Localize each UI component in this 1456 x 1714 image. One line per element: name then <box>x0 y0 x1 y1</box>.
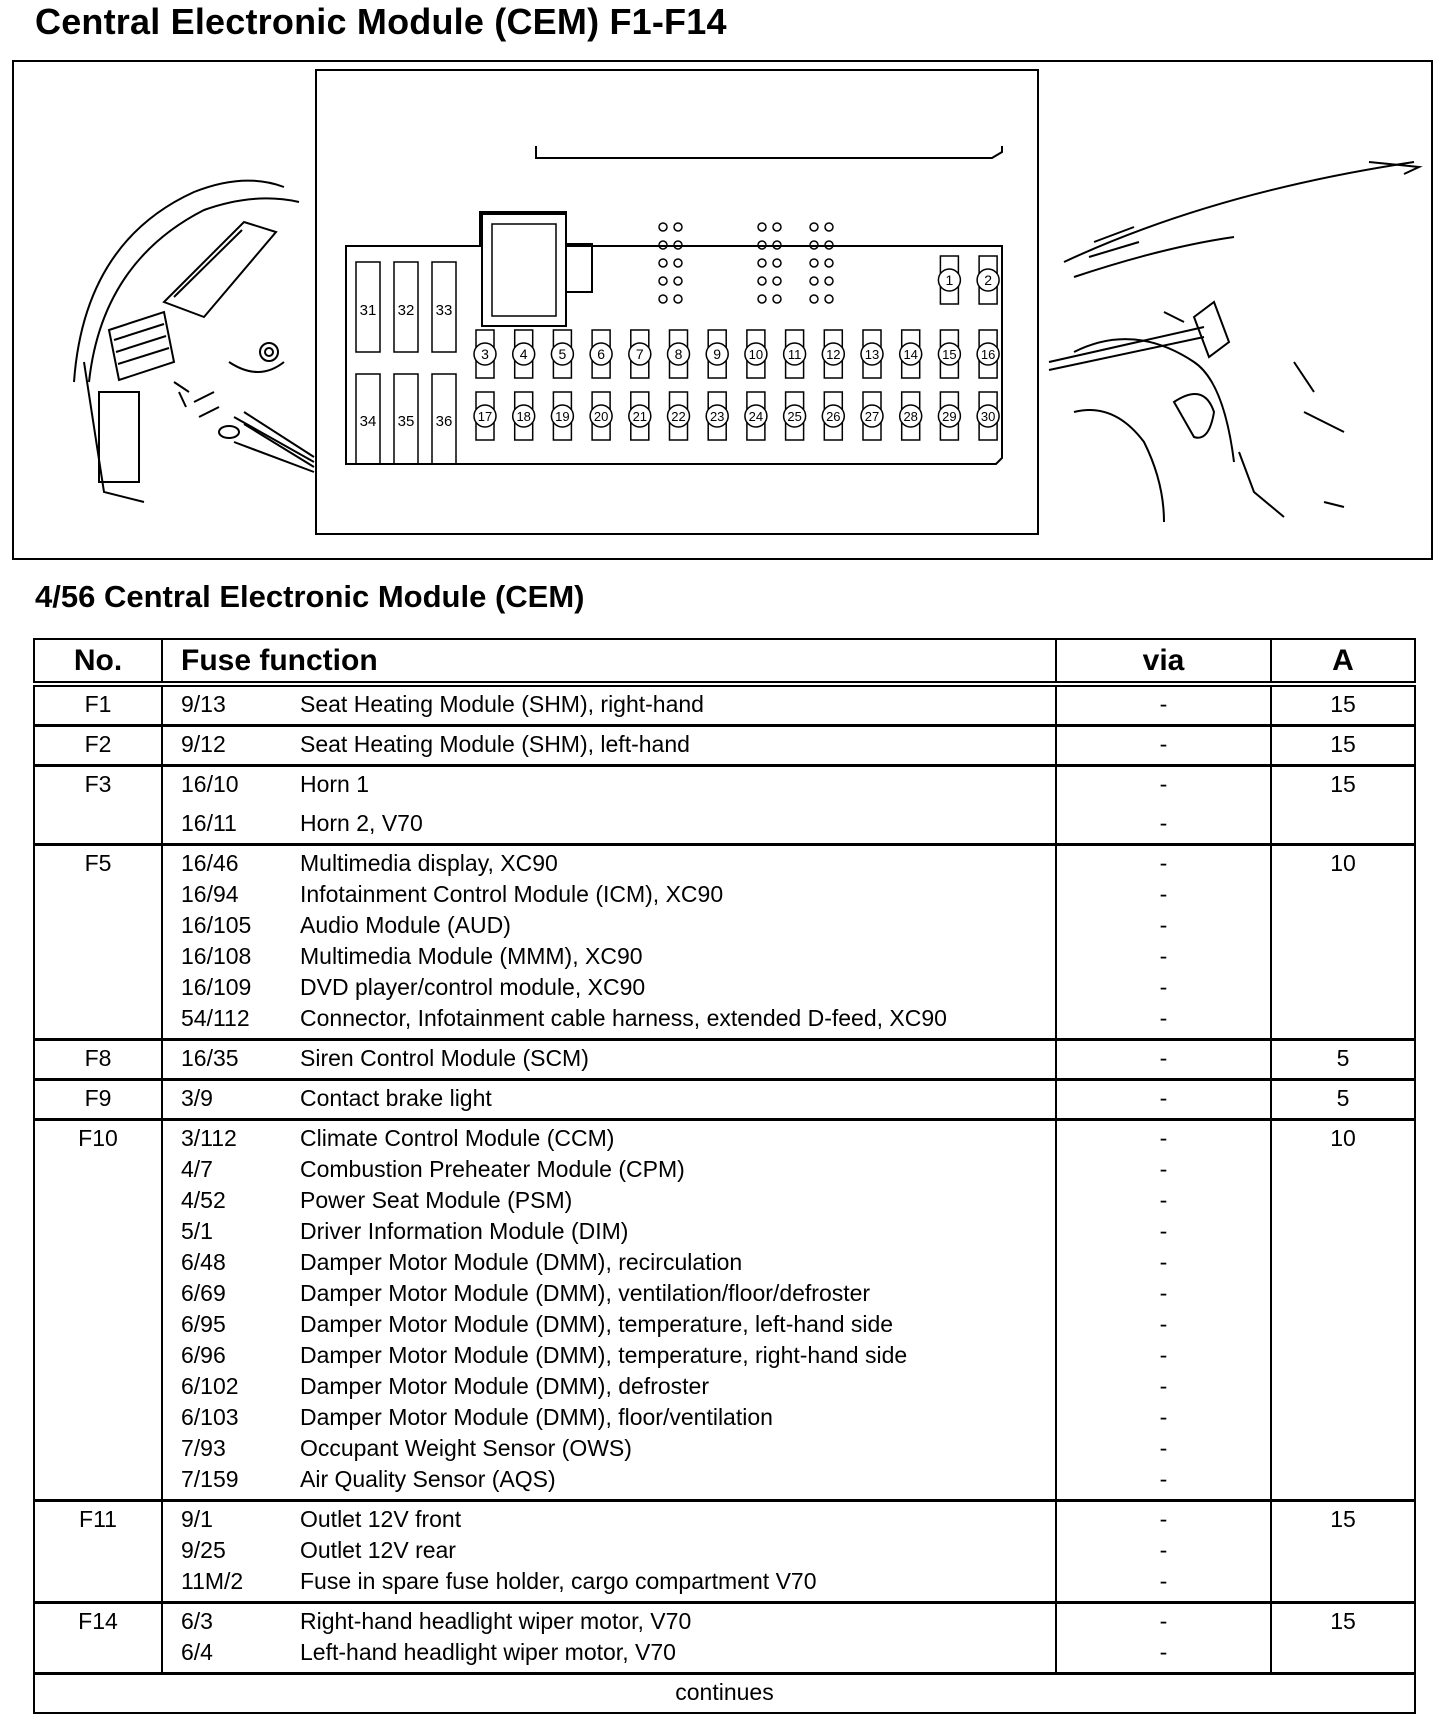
component-code: 6/4 <box>181 1639 213 1665</box>
component-description: Power Seat Module (PSM) <box>300 1187 573 1213</box>
fuse-function-line <box>181 689 1055 720</box>
component-description: Damper Motor Module (DMM), floor/ventilation <box>300 1404 773 1430</box>
fuse-box-diagram <box>12 60 1433 560</box>
fuse-row <box>34 726 1415 766</box>
component-code: 4/7 <box>181 1156 213 1182</box>
component-code: 16/11 <box>181 810 237 836</box>
component-code: 16/10 <box>181 771 239 797</box>
component-description: Damper Motor Module (DMM), recirculation <box>300 1249 743 1275</box>
component-description: Right-hand headlight wiper motor, V70 <box>300 1608 692 1634</box>
fuse-label: 29 <box>942 409 957 424</box>
fuse-function-line <box>181 1278 1055 1309</box>
fuse-label: 11 <box>787 347 802 362</box>
fuse-amperage: 15 <box>1271 684 1415 726</box>
fuse-label: 14 <box>903 347 918 362</box>
component-code: 16/105 <box>181 912 252 938</box>
component-description: Climate Control Module (CCM) <box>300 1125 615 1151</box>
fuse-label: 9 <box>713 346 722 362</box>
via-value: - <box>1159 1639 1168 1665</box>
component-description: DVD player/control module, XC90 <box>300 974 646 1000</box>
fuse-label: 10 <box>748 347 764 362</box>
fuse-function-cell <box>162 845 1056 1040</box>
fuse-function-line <box>181 1464 1055 1495</box>
fuse-row <box>34 1501 1415 1603</box>
fuse-label: 5 <box>558 346 567 362</box>
fuse-label: 19 <box>555 409 570 424</box>
via-value: - <box>1159 1218 1168 1244</box>
fuse-function-line <box>181 1340 1055 1371</box>
fuse-row <box>34 766 1415 845</box>
via-value: - <box>1159 1608 1168 1634</box>
fuse-via-cell <box>1056 1040 1271 1080</box>
fuse-label: 17 <box>477 409 493 424</box>
fuse-function-line <box>181 1535 1055 1566</box>
fuse-table <box>33 638 1416 1714</box>
fuse-via-cell <box>1056 1120 1271 1501</box>
fuse-function-line <box>181 1606 1055 1637</box>
via-value: - <box>1159 850 1168 876</box>
via-value: - <box>1159 1187 1168 1213</box>
fuse-label: 3 <box>481 346 489 362</box>
component-code: 9/12 <box>181 731 226 757</box>
component-code: 16/94 <box>181 881 239 907</box>
via-value: - <box>1159 1506 1168 1532</box>
fuse-function-cell <box>162 684 1056 726</box>
fuse-number: F8 <box>34 1040 162 1080</box>
component-description: Multimedia display, XC90 <box>300 850 558 876</box>
component-code: 6/48 <box>181 1249 226 1275</box>
via-value: - <box>1159 1466 1168 1492</box>
fuse-function-line <box>181 1371 1055 1402</box>
fuse-label: 6 <box>597 346 605 362</box>
fuse-amperage: 15 <box>1271 726 1415 766</box>
fuse-label: 24 <box>748 409 764 424</box>
fuse-function-cell <box>162 726 1056 766</box>
via-value: - <box>1159 771 1168 797</box>
via-value: - <box>1159 1311 1168 1337</box>
fuse-function-line <box>181 729 1055 760</box>
via-value: - <box>1159 1005 1168 1031</box>
fuse-label: 30 <box>980 409 996 424</box>
table-footer-row <box>34 1674 1415 1714</box>
fuse-label: 27 <box>864 409 880 424</box>
fuse-function-line <box>181 1185 1055 1216</box>
fuse-label: 22 <box>671 409 686 424</box>
fuse-number: F2 <box>34 726 162 766</box>
fuse-number: F1 <box>34 684 162 726</box>
fuse-row <box>34 684 1415 726</box>
page-title: Central Electronic Module (CEM) F1-F14 <box>35 1 727 42</box>
fuse-amperage: 15 <box>1271 1501 1415 1603</box>
component-code: 54/112 <box>181 1005 250 1031</box>
fuse-via-cell <box>1056 845 1271 1040</box>
fuse-function-cell <box>162 766 1056 845</box>
fuse-via-cell <box>1056 684 1271 726</box>
header-amps: A <box>1271 639 1415 684</box>
component-code: 6/96 <box>181 1342 226 1368</box>
via-value: - <box>1159 1537 1168 1563</box>
fuse-label: 13 <box>864 347 880 362</box>
fuse-function-line <box>181 1216 1055 1247</box>
fuse-label: 1 <box>945 272 954 288</box>
via-value: - <box>1159 912 1168 938</box>
via-value: - <box>1159 974 1168 1000</box>
fuse-label: 4 <box>519 346 528 362</box>
component-description: Left-hand headlight wiper motor, V70 <box>300 1639 676 1665</box>
fuse-via-cell <box>1056 766 1271 845</box>
component-code: 4/52 <box>181 1187 226 1213</box>
fuse-row <box>34 845 1415 1040</box>
fuse-label: 7 <box>635 346 644 362</box>
via-value: - <box>1159 1045 1168 1071</box>
fuse-number: F14 <box>34 1603 162 1674</box>
component-code: 3/9 <box>181 1085 213 1111</box>
via-value: - <box>1159 1568 1168 1594</box>
component-description: Multimedia Module (MMM), XC90 <box>300 943 643 969</box>
fuse-label: 35 <box>397 413 415 430</box>
component-description: Damper Motor Module (DMM), temperature, right-hand side <box>300 1342 908 1368</box>
component-description: Contact brake light <box>300 1085 492 1111</box>
fuse-label: 33 <box>435 302 453 319</box>
via-value: - <box>1159 1125 1168 1151</box>
fuse-amperage: 10 <box>1271 845 1415 1040</box>
component-code: 6/103 <box>181 1404 239 1430</box>
fuse-row <box>34 1080 1415 1120</box>
component-description: Driver Information Module (DIM) <box>300 1218 629 1244</box>
component-description: Horn 2, V70 <box>300 810 423 836</box>
component-code: 16/109 <box>181 974 252 1000</box>
component-description: Connector, Infotainment cable harness, extended D-feed, XC90 <box>300 1005 947 1031</box>
fuse-function-line <box>181 1154 1055 1185</box>
fuse-function-line <box>181 1309 1055 1340</box>
fuse-via-cell <box>1056 1603 1271 1674</box>
fuse-label: 18 <box>516 409 531 424</box>
fuse-number: F11 <box>34 1501 162 1603</box>
fuse-function-line <box>181 1083 1055 1114</box>
continues-note: continues <box>34 1674 1415 1714</box>
component-code: 16/46 <box>181 850 239 876</box>
component-code: 6/102 <box>181 1373 239 1399</box>
header-no: No. <box>34 639 162 684</box>
fuse-function-line <box>181 879 1055 910</box>
component-description: Combustion Preheater Module (CPM) <box>300 1156 685 1182</box>
fuse-label: 36 <box>435 413 453 430</box>
component-code: 16/35 <box>181 1045 239 1071</box>
fuse-label: 12 <box>826 347 841 362</box>
component-description: Damper Motor Module (DMM), ventilation/floor/defroster <box>300 1280 871 1306</box>
fuse-row <box>34 1120 1415 1501</box>
component-description: Occupant Weight Sensor (OWS) <box>300 1435 632 1461</box>
fuse-amperage: 15 <box>1271 766 1415 845</box>
fuse-label: 2 <box>984 272 992 288</box>
fuse-function-line <box>181 1247 1055 1278</box>
fuse-row <box>34 1040 1415 1080</box>
fuse-number: F5 <box>34 845 162 1040</box>
fuse-label: 16 <box>980 347 996 362</box>
fuse-label: 32 <box>397 302 415 319</box>
component-description: Damper Motor Module (DMM), defroster <box>300 1373 709 1399</box>
via-value: - <box>1159 1280 1168 1306</box>
component-code: 5/1 <box>181 1218 213 1244</box>
fuse-label: 20 <box>593 409 609 424</box>
fuse-number: F10 <box>34 1120 162 1501</box>
fuse-function-line <box>181 848 1055 879</box>
component-description: Outlet 12V front <box>300 1506 462 1532</box>
fuse-function-line <box>181 1003 1055 1034</box>
fuse-label: 23 <box>709 409 725 424</box>
component-description: Outlet 12V rear <box>300 1537 456 1563</box>
component-code: 3/112 <box>181 1125 237 1151</box>
car-sketch-right <box>1064 162 1419 522</box>
section-title: 4/56 Central Electronic Module (CEM) <box>35 579 585 614</box>
fuse-number: F9 <box>34 1080 162 1120</box>
fuse-function-line <box>181 769 1055 800</box>
via-value: - <box>1159 691 1168 717</box>
fuse-row <box>34 1603 1415 1674</box>
via-value: - <box>1159 1249 1168 1275</box>
fuse-function-line <box>181 1637 1055 1668</box>
component-code: 16/108 <box>181 943 252 969</box>
fuse-function-cell <box>162 1080 1056 1120</box>
fuse-amperage: 15 <box>1271 1603 1415 1674</box>
component-code: 9/13 <box>181 691 226 717</box>
component-description: Fuse in spare fuse holder, cargo compartment V70 <box>300 1568 817 1594</box>
component-description: Damper Motor Module (DMM), temperature, left-hand side <box>300 1311 894 1337</box>
via-value: - <box>1159 1156 1168 1182</box>
via-value: - <box>1159 943 1168 969</box>
fuse-function-cell <box>162 1040 1056 1080</box>
fuse-via-cell <box>1056 726 1271 766</box>
component-description: Air Quality Sensor (AQS) <box>300 1466 556 1492</box>
via-value: - <box>1159 881 1168 907</box>
component-code: 9/1 <box>181 1506 213 1532</box>
fuse-function-line <box>181 910 1055 941</box>
fuse-function-line <box>181 1566 1055 1597</box>
fuse-function-cell <box>162 1120 1056 1501</box>
component-description: Audio Module (AUD) <box>300 912 511 938</box>
via-value: - <box>1159 1085 1168 1111</box>
component-code: 6/3 <box>181 1608 213 1634</box>
fuse-label: 28 <box>903 409 918 424</box>
fuse-function-line <box>181 1123 1055 1154</box>
via-value: - <box>1159 1342 1168 1368</box>
header-function: Fuse function <box>162 639 1056 684</box>
fuse-function-line <box>181 808 1055 839</box>
component-description: Seat Heating Module (SHM), left-hand <box>300 731 690 757</box>
via-value: - <box>1159 1373 1168 1399</box>
component-description: Seat Heating Module (SHM), right-hand <box>300 691 704 717</box>
component-code: 7/159 <box>181 1466 239 1492</box>
fuse-box-drawing <box>14 62 1433 560</box>
fuse-label: 8 <box>674 346 683 362</box>
fuse-number: F3 <box>34 766 162 845</box>
fuse-function-line <box>181 941 1055 972</box>
component-code: 7/93 <box>181 1435 226 1461</box>
fuse-label: 21 <box>632 409 648 424</box>
fuse-function-cell <box>162 1603 1056 1674</box>
via-value: - <box>1159 731 1168 757</box>
fuse-function-cell <box>162 1501 1056 1603</box>
fuse-function-line <box>181 972 1055 1003</box>
fuse-function-line <box>181 1043 1055 1074</box>
fuse-amperage: 10 <box>1271 1120 1415 1501</box>
component-description: Horn 1 <box>300 771 370 797</box>
fuse-box <box>316 70 1038 534</box>
fuse-via-cell <box>1056 1501 1271 1603</box>
fuse-label: 31 <box>359 302 377 319</box>
fuse-function-line <box>181 1402 1055 1433</box>
fuse-amperage: 5 <box>1271 1040 1415 1080</box>
component-description: Siren Control Module (SCM) <box>300 1045 589 1071</box>
fuse-label: 34 <box>359 413 377 430</box>
fuse-label: 25 <box>787 409 802 424</box>
fuse-label: 26 <box>826 409 841 424</box>
fuse-amperage: 5 <box>1271 1080 1415 1120</box>
header-via: via <box>1056 639 1271 684</box>
fuse-via-cell <box>1056 1080 1271 1120</box>
via-value: - <box>1159 810 1168 836</box>
fuse-label: 15 <box>942 347 957 362</box>
component-code: 6/69 <box>181 1280 226 1306</box>
component-code: 9/25 <box>181 1537 226 1563</box>
fuse-function-line <box>181 1504 1055 1535</box>
table-header-row <box>34 639 1415 684</box>
component-code: 11M/2 <box>181 1568 244 1594</box>
fuse-function-line <box>181 1433 1055 1464</box>
component-code: 6/95 <box>181 1311 226 1337</box>
via-value: - <box>1159 1435 1168 1461</box>
dashboard-sketch-left <box>74 181 314 502</box>
component-description: Infotainment Control Module (ICM), XC90 <box>300 881 724 907</box>
via-value: - <box>1159 1404 1168 1430</box>
